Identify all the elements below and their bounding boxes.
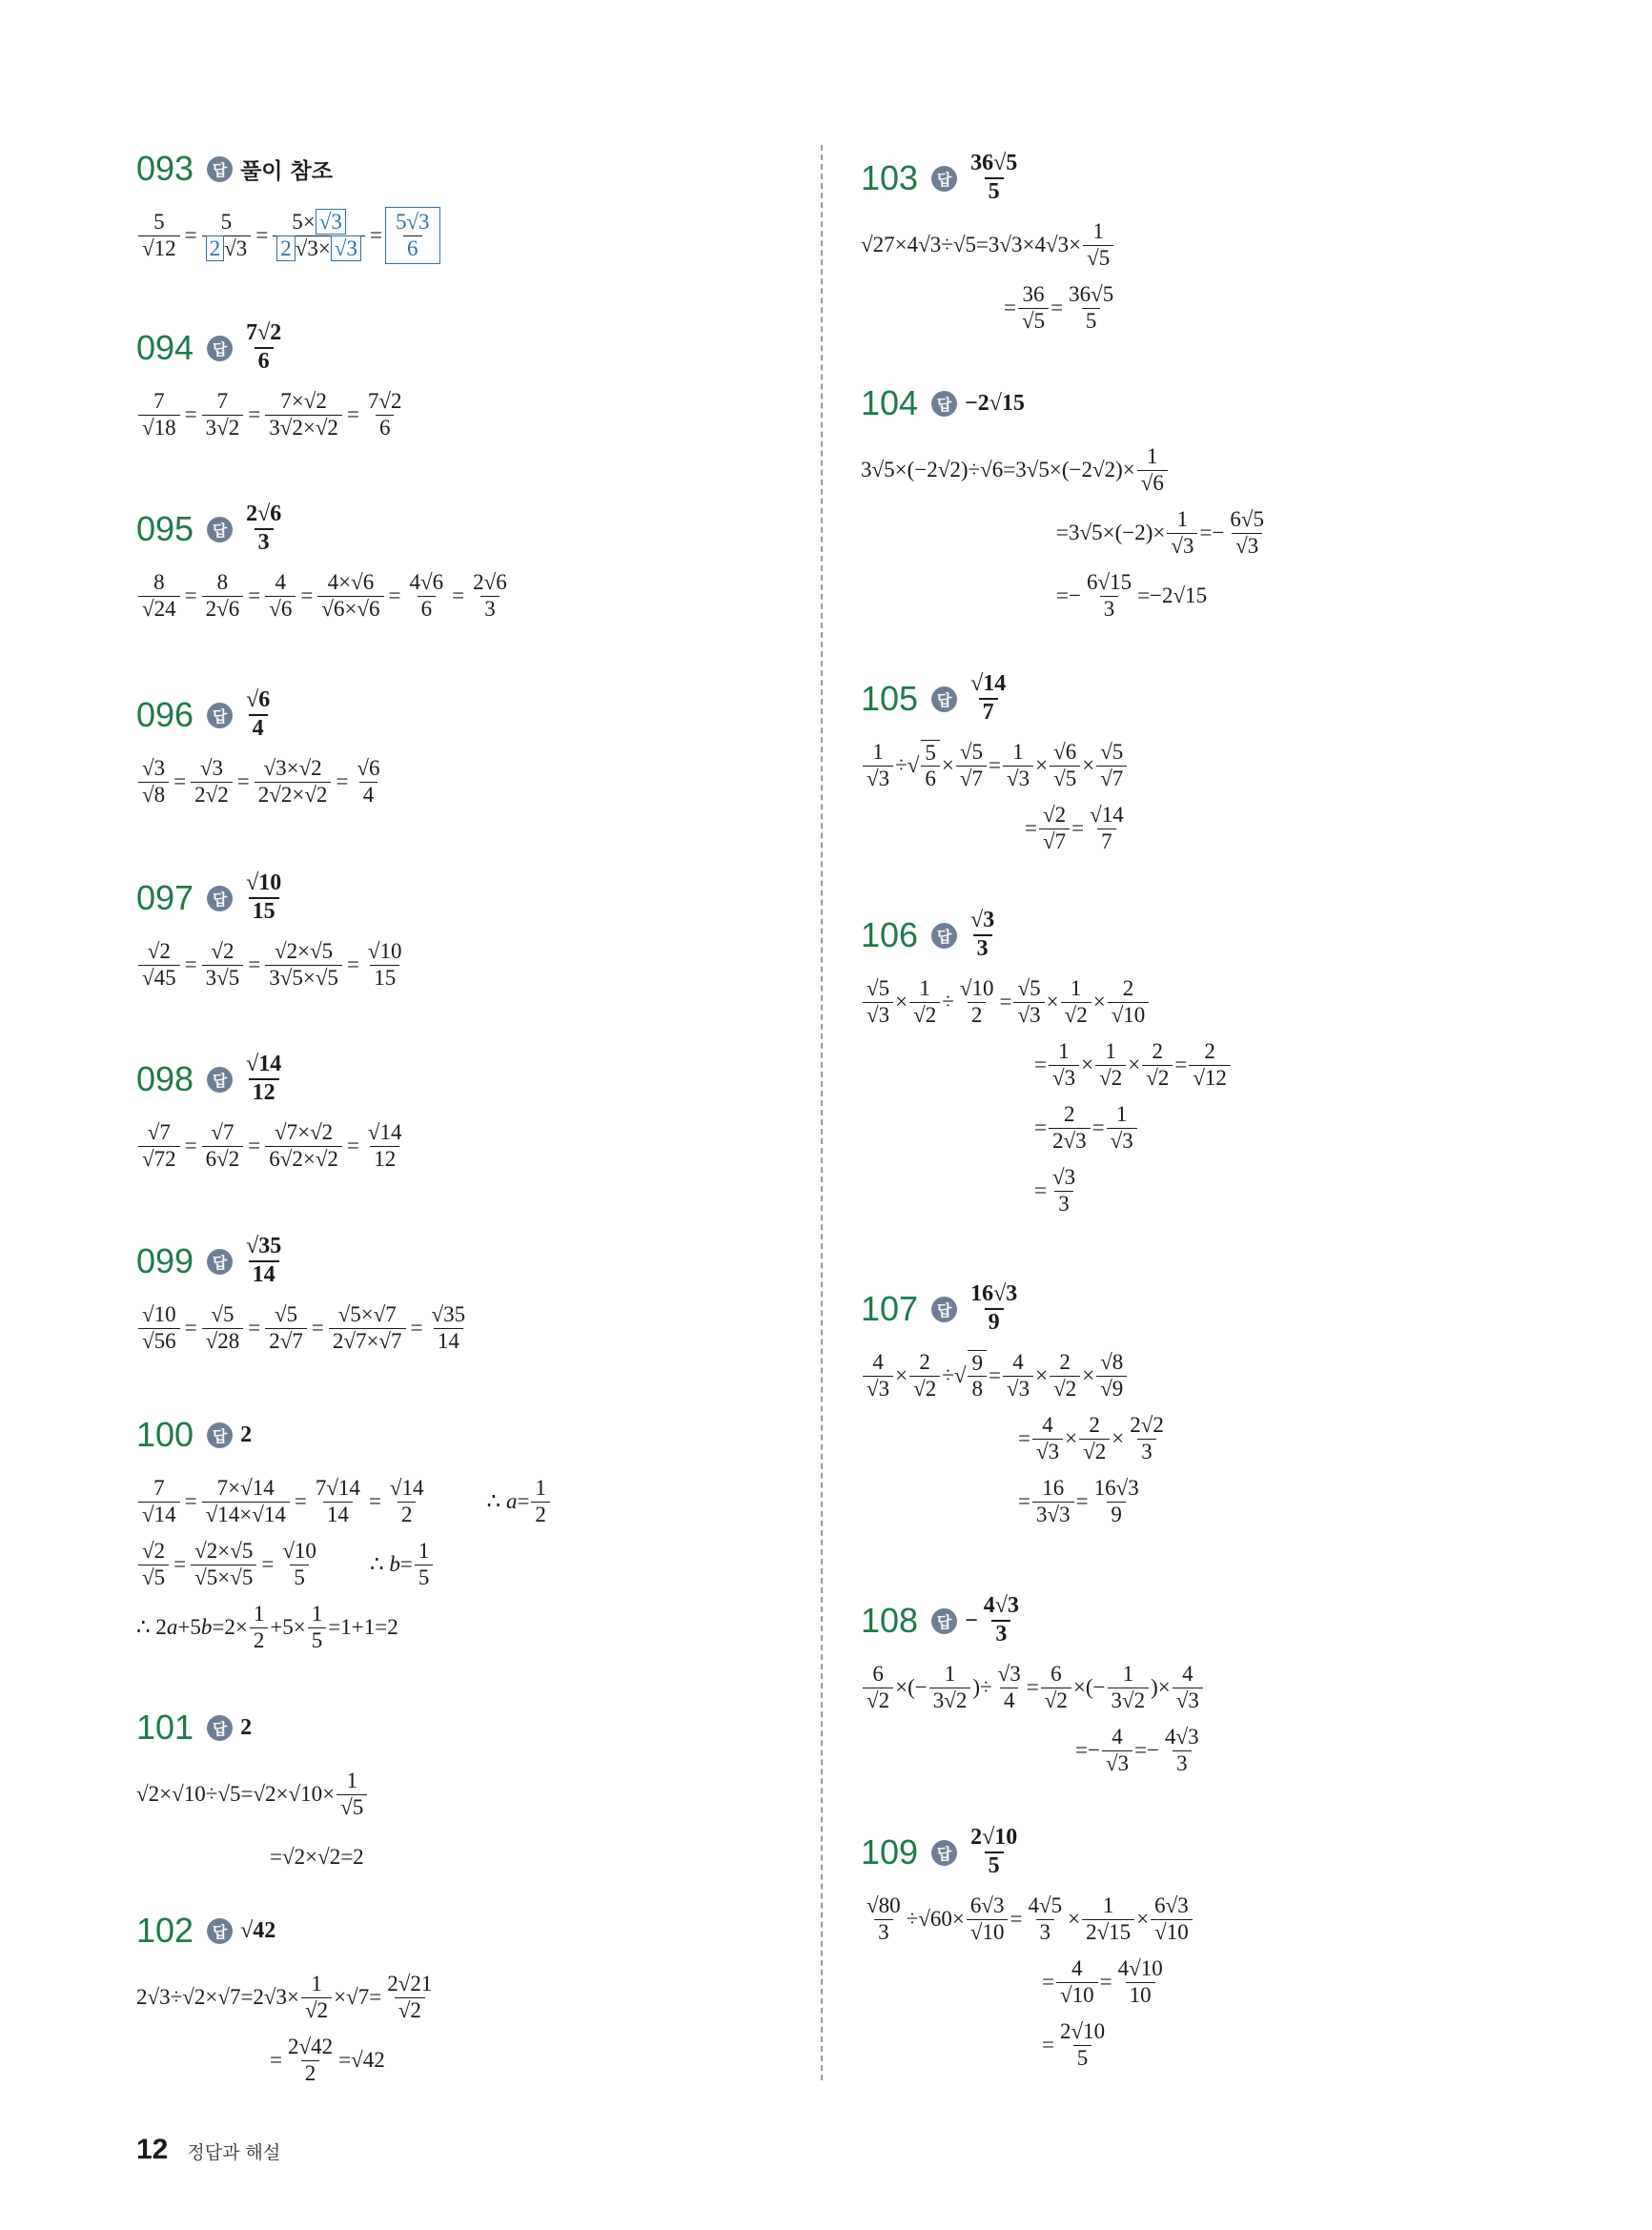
problem-number: 101 [136,1708,194,1747]
solution-line: = 2 2√3 = 1 √3 [1034,1098,1233,1157]
solution-line: $\frac{5}{√12}$ = $\frac{5}{2 √3}$ = $\frac{5\times √3}{2 √3\times √3}$ = 5√3 6 [136,206,440,265]
answer: 36√5 5 [970,151,1018,204]
problem-102 [136,1897,438,2090]
answer: −2√15 [965,390,1025,416]
problem-number: 099 [136,1241,194,1280]
problem-number: 106 [861,915,919,954]
problem-101 [136,1694,369,1887]
problem-104 [861,370,1270,625]
column-divider [821,145,823,2080]
answer: − 4√3 3 [965,1593,1019,1647]
problem-number: 097 [136,878,194,917]
answer-badge: 답 [931,686,957,712]
solution-line: = 36 √5 = 36√5 5 [1004,282,1114,333]
solution-line: = 4 √3 × 2 √2 × 2√2 3 [1018,1413,1164,1463]
answer-badge: 답 [207,1067,233,1093]
page-number: 12 [136,2134,169,2165]
problem-number: 100 [136,1415,194,1454]
problem-number: 094 [136,328,194,367]
problem-number: 096 [136,695,194,734]
solution-line: $\frac{√2}{√5}$ = $\frac{√2\times√5}{√5\times√5}$ = $\frac{√10}{5}$ ∴ b= $\frac{1}{5}$ [136,1535,552,1594]
answer: √35 14 [246,1234,282,1287]
problem-number: 093 [136,149,194,188]
answer-badge: 답 [207,156,233,182]
answer: 2 [240,1714,253,1740]
problem-096 [136,682,386,811]
problem-094 [136,315,408,444]
answer: 2√6 3 [246,501,282,555]
solution-line: = √2 √7 = √14 7 [1025,803,1124,853]
solution-line: =− 4 √3 =− 4√3 3 [1075,1725,1199,1775]
answer-badge: 답 [207,1422,233,1448]
answer: 풀이 참조 [240,158,333,184]
problem-number: 107 [861,1289,919,1328]
answer: 2 [240,1422,253,1447]
answer: √10 15 [246,870,282,924]
problem-number: 098 [136,1059,194,1098]
solution-line: $\frac{√10}{√56}$ = $\frac{√5}{√28}$ = $\frac{√5}{2√7}$ = $\frac{√5\times√7}{2√7\times√7}$ = $\frac{√35}{14}$ [136,1299,471,1358]
answer-badge: 답 [931,391,957,417]
solution-line: 1 √3 ÷√ 5 6 × √5 √7 = 1 √3 × √6 √5 × √5 √7 [861,736,1130,795]
solution-line: =√2×√2=2 [270,1845,364,1869]
problem-number: 103 [861,158,919,197]
solution-line: √2×√10÷√5=√2×√10× 1 √5 [136,1765,369,1824]
solution-line: 6 √2 ×(− 1 3√2 )÷ √3 4 = 6 √2 ×(− 1 3√2 )× 4 √3 [861,1658,1205,1717]
answer-badge: 답 [207,886,233,911]
solution-line: $\frac{8}{√24}$ = $\frac{8}{2√6}$ = $\frac{4}{√6}$ = $\frac{4\times√6}{√6\times√6}$ = $\frac{4√6}{6}$ = $\frac{2√6}{3}$ [136,566,513,625]
problem-105 [861,665,1130,858]
answer: √3 3 [970,908,995,961]
answer-badge: 답 [931,923,957,949]
problem-number: 108 [861,1601,919,1640]
answer-badge: 답 [207,517,233,542]
problem-107 [861,1276,1170,1531]
answer-badge: 답 [207,703,233,728]
solution-line: $\frac{7}{√14}$ = $\frac{7\times√14}{√14\times√14}$ = $\frac{7√14}{14}$ = $\frac{√14}{2}$ ∴ a= $\frac{1}{2}$ [136,1472,552,1531]
answer-badge: 답 [931,1608,957,1634]
problem-097 [136,865,408,994]
solution-line: $\frac{√2}{√45}$ = $\frac{√2}{3√5}$ = $\frac{√2\times√5}{3√5\times√5}$ = $\frac{√10}{15}$ [136,935,408,994]
solution-line: √80 3 ÷√60× 6√3 √10 = 4√5 3 × 1 2√15 × 6√3 √10 [861,1890,1194,1949]
answer: 7√2 6 [246,320,282,374]
problem-108 [861,1587,1205,1780]
solution-line: = √3 3 [1034,1165,1076,1216]
problem-099 [136,1228,471,1358]
answer-badge: 답 [931,1840,957,1866]
problem-093 [136,135,440,265]
problem-095 [136,496,513,625]
solution-line: $\frac{√7}{√72}$ = $\frac{√7}{6√2}$ = $\frac{√7\times√2}{6√2\times√2}$ = $\frac{√14}{12}$ [136,1116,408,1176]
answer: √14 7 [970,671,1007,725]
solution-line: = 2√42 2 =√42 [270,2035,385,2085]
problem-number: 105 [861,679,919,718]
solution-line: $\frac{7}{√18}$ = $\frac{7}{3√2}$ = $\frac{7\times√2}{3√2\times√2}$ = $\frac{7√2}{6}$ [136,385,408,444]
page-footer [136,2134,280,2166]
problem-number: 109 [861,1832,919,1872]
problem-098 [136,1046,408,1176]
answer: √14 12 [246,1052,282,1105]
solution-line: = 4 √10 = 4√10 10 [1042,1956,1163,2007]
solution-line: =− 6√15 3 =−2√15 [1056,570,1208,621]
solution-line: 4 √3 × 2 √2 ÷√ 9 8 = 4 √3 × 2 √2 × √8 √9 [861,1346,1170,1405]
solution-line: = 2√10 5 [1042,2019,1106,2070]
solution-line: √27×4√3÷√5=3√3×4√3× 1 √5 [861,215,1119,275]
solution-line: = 16 3√3 = 16√3 9 [1018,1476,1139,1526]
solution-line: = 1 √3 × 1 √2 × 2 √2 = 2 √12 [1034,1035,1233,1095]
solution-line: 3√5×(−2√2)÷√6=3√5×(−2√2)× 1 √6 [861,440,1270,500]
answer: √42 [240,1917,276,1943]
problem-106 [861,902,1233,1220]
answer-badge: 답 [931,166,957,192]
answer: √6 4 [246,687,271,741]
footer-title: 정답과 해설 [187,2142,281,2163]
problem-number: 095 [136,509,194,548]
solution-line: ∴ 2 a +5 b =2× 1 2 +5× 1 5 =1+1=2 [136,1602,398,1652]
solution-line: 2√3÷√2×√7=2√3× 1 √2 ×√7= 2√21 √2 [136,1972,433,2022]
problem-103 [861,145,1119,338]
solution-line: =3√5×(−2)× 1 √3 =− 6√5 √3 [1056,507,1265,558]
answer-badge: 답 [931,1297,957,1322]
problem-109 [861,1819,1194,2075]
problem-100 [136,1401,552,1657]
solution-line: $\frac{√3}{√8}$ = $\frac{√3}{2√2}$ = $\frac{√3\times√2}{2√2\times√2}$ = $\frac{√6}{4}$ [136,752,386,811]
answer-badge: 답 [207,1918,233,1944]
answer-badge: 답 [207,336,233,361]
answer-badge: 답 [207,1249,233,1275]
problem-number: 104 [861,383,919,422]
problem-number: 102 [136,1911,194,1950]
solution-line: √5 √3 × 1 √2 ÷ √10 2 = √5 √3 × 1 √2 × 2 √10 [861,972,1233,1032]
answer: 2√10 5 [970,1825,1018,1878]
answer-badge: 답 [207,1715,233,1741]
answer: 16√3 9 [970,1281,1018,1335]
